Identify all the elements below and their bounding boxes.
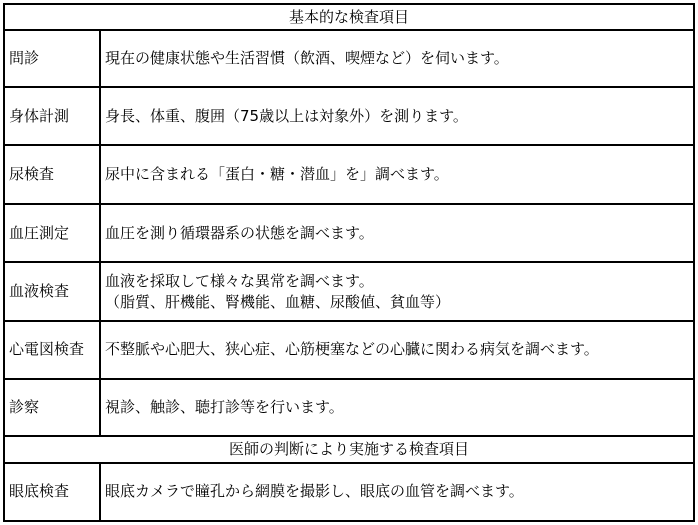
item-name: 診察	[4, 379, 100, 436]
table-row	[4, 204, 694, 262]
table-row	[4, 30, 694, 87]
section-title: 基本的な検査項目	[4, 4, 694, 30]
item-name: 血液検査	[4, 262, 100, 320]
item-name: 血圧測定	[4, 204, 100, 262]
item-description: 不整脈や心肥大、狭心症、心筋梗塞などの心臓に関わる病気を調べます。	[100, 321, 694, 379]
item-description: 眼底カメラで瞳孔から網膜を撮影し、眼底の血管を調べます。	[100, 463, 694, 521]
section-header-basic	[4, 4, 694, 30]
item-description-line: （脂質、肝機能、腎機能、血糖、尿酸値、貧血等）	[105, 292, 451, 311]
item-name: 眼底検査	[4, 463, 100, 521]
item-description	[100, 262, 694, 320]
item-description: 尿中に含まれる「蛋白・糖・潜血」を」調べます。	[100, 145, 694, 204]
table-row	[4, 145, 694, 204]
item-name: 身体計測	[4, 87, 100, 144]
item-name: 尿検査	[4, 145, 100, 204]
item-description: 現在の健康状態や生活習慣（飲酒、喫煙など）を伺います。	[100, 30, 694, 87]
item-name: 心電図検査	[4, 321, 100, 379]
section-title: 医師の判断により実施する検査項目	[4, 436, 694, 462]
item-name: 問診	[4, 30, 100, 87]
table-row	[4, 463, 694, 521]
item-description: 血圧を測り循環器系の状態を調べます。	[100, 204, 694, 262]
table-row	[4, 262, 694, 320]
item-description-line: 血液を採取して様々な異常を調べます。	[105, 271, 374, 290]
table-row	[4, 379, 694, 436]
table-row	[4, 321, 694, 379]
item-description: 視診、触診、聴打診等を行います。	[100, 379, 694, 436]
item-description: 身長、体重、腹囲（75歳以上は対象外）を測ります。	[100, 87, 694, 144]
exam-items-table	[3, 3, 695, 522]
section-header-doctor	[4, 436, 694, 462]
table-row	[4, 87, 694, 144]
